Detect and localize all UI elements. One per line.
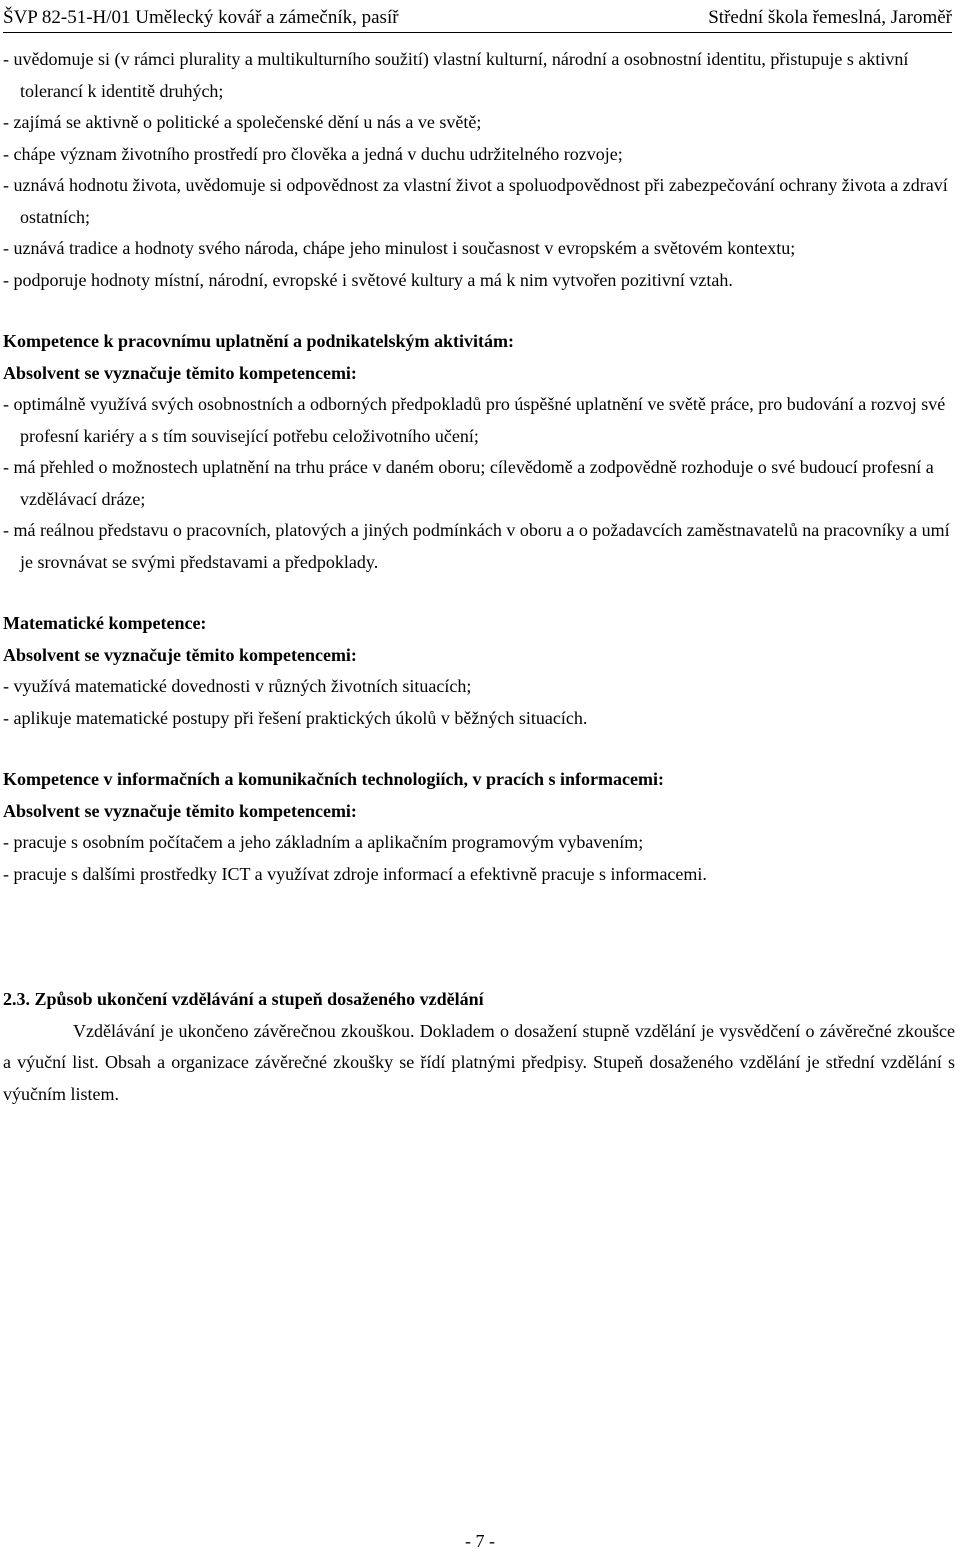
document-body <box>3 44 955 1110</box>
list-item: - podporuje hodnoty místní, národní, evropské i světové kultury a má k nim vytvořen pozitivní vztah. <box>3 269 733 290</box>
header-program-title: ŠVP 82-51-H/01 Umělecký kovář a zámečník, pasíř <box>3 7 399 28</box>
list-item: - uznává tradice a hodnoty svého národa, chápe jeho minulost i současnost v evropském a světovém kontextu; <box>3 238 796 258</box>
section-subheading: Absolvent se vyznačuje těmito kompetencemi: <box>3 362 357 383</box>
section-math-competences <box>3 608 955 734</box>
list-item: - uvědomuje si (v rámci plurality a multikulturního soužití) vlastní kulturní, národní a osobnostní identitu, přistupuje s aktivní tolerancí k identitě druhých; <box>3 49 909 101</box>
page-number: - 7 - <box>465 1531 495 1551</box>
competence-list <box>3 671 955 734</box>
intro-competence-list <box>3 44 955 296</box>
header-school-name: Střední škola řemeslná, Jaroměř <box>708 7 952 28</box>
chapter-heading: 2.3. Způsob ukončení vzdělávání a stupeň dosaženého vzdělání <box>3 989 484 1009</box>
list-item: - má reálnou představu o pracovních, platových a jiných podmínkách v oboru a o požadavcích zaměstnavatelů na pracovníky a umí je srovnávat se svými představami a předpoklady. <box>3 520 950 572</box>
list-item: - aplikuje matematické postupy při řešení praktických úkolů v běžných situacích. <box>3 707 588 728</box>
section-subheading: Absolvent se vyznačuje těmito kompetencemi: <box>3 800 357 821</box>
section-heading: Kompetence v informačních a komunikačních technologiích, v pracích s informacemi: <box>3 769 664 789</box>
section-ict-competences <box>3 764 955 890</box>
list-item: - pracuje s dalšími prostředky ICT a využívat zdroje informací a efektivně pracuje s informacemi. <box>3 863 707 884</box>
section-heading: Kompetence k pracovnímu uplatnění a podnikatelským aktivitám: <box>3 331 515 351</box>
body-paragraph: Vzdělávání je ukončeno závěrečnou zkouškou. Dokladem o dosažení stupně vzdělání je vysvědčení o závěrečné zkoušce a výuční list. Obsah a organizace závěrečné zkoušky se řídí platnými předpisy. Stupeň dosaženého vzdělání je střední vzdělání s výučním listem. <box>3 1020 955 1104</box>
list-item: - chápe význam životního prostředí pro člověka a jedná v duchu udržitelného rozvoje; <box>3 143 623 164</box>
list-item: - zajímá se aktivně o politické a společenské dění u nás a ve světě; <box>3 112 482 132</box>
section-heading: Matematické kompetence: <box>3 613 207 633</box>
list-item: - využívá matematické dovednosti v různých životních situacích; <box>3 676 472 696</box>
list-item: - optimálně využívá svých osobnostních a odborných předpokladů pro úspěšné uplatnění ve světě práce, pro budování a rozvoj své profesní kariéry a s tím související potřebu celoživotního učení; <box>3 394 946 446</box>
section-work-competences <box>3 326 955 578</box>
section-subheading: Absolvent se vyznačuje těmito kompetencemi: <box>3 644 357 665</box>
competence-list <box>3 389 955 578</box>
list-item: - pracuje s osobním počítačem a jeho základním a aplikačním programovým vybavením; <box>3 832 644 852</box>
page-header <box>3 6 952 33</box>
list-item: - má přehled o možnostech uplatnění na trhu práce v daném oboru; cílevědomě a zodpovědně rozhoduje o své budoucí profesní a vzdělávací dráze; <box>3 457 934 509</box>
competence-list <box>3 827 955 890</box>
list-item: - uznává hodnotu života, uvědomuje si odpovědnost za vlastní život a spoluodpovědnost při zabezpečování ochrany života a zdraví ostatních; <box>3 175 948 227</box>
